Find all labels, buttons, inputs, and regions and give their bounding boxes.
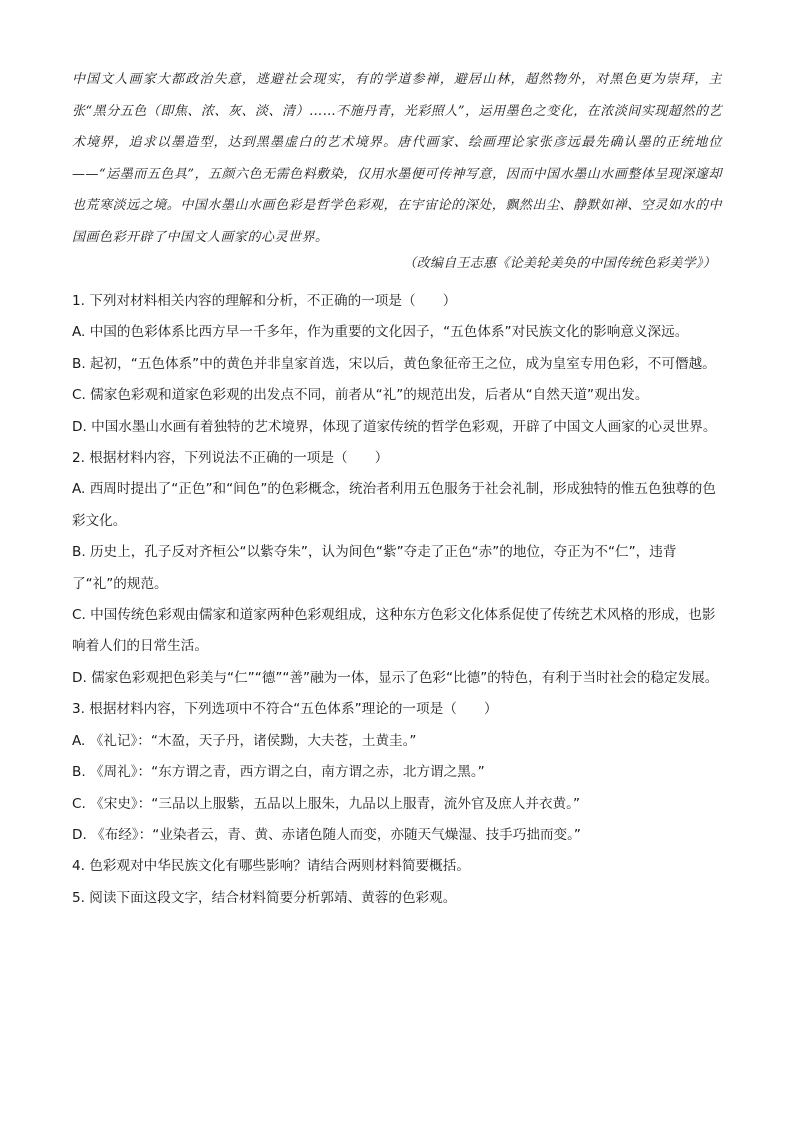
question-3-option-b: B. 《周礼》：“东方谓之青，西方谓之白，南方谓之赤，北方谓之黑。” — [72, 764, 485, 781]
question-4-stem: 4. 色彩观对中华民族文化有哪些影响？请结合两则材料简要概括。 — [72, 858, 470, 875]
question-2-option-a: A. 西周时提出了“正色”和“间色”的色彩概念，统治者利用五色服务于社会礼制，形成独特的惟五色独尊的色彩文化。 — [72, 481, 716, 529]
question-3-stem: 3. 根据材料内容，下列选项中不符合“五色体系”理论的一项是（ ） — [72, 701, 498, 718]
question-2-option-b: B. 历史上，孔子反对齐桓公“以紫夺朱”，认为间色“紫”夺走了正色“赤”的地位，夺正为不“仁”，违背了“礼”的规范。 — [72, 544, 677, 592]
question-1-option-d: D. 中国水墨山水画有着独特的艺术境界，体现了道家传统的哲学色彩观，开辟了中国文人画家的心灵世界。 — [72, 418, 717, 435]
question-2-option-c: C. 中国传统色彩观由儒家和道家两种色彩观组成，这种东方色彩文化体系促使了传统艺术风格的形成，也影响着人们的日常生活。 — [72, 607, 716, 655]
question-2-stem: 2. 根据材料内容，下列说法不正确的一项是（ ） — [72, 450, 389, 467]
question-5-stem: 5. 阅读下面这段文字，结合材料简要分析郭靖、黄蓉的色彩观。 — [72, 889, 457, 906]
question-3-option-c: C. 《宋史》：“三品以上服紫，五品以上服朱，九品以上服青，流外官及庶人并衣黄。” — [72, 795, 580, 812]
question-3-option-a: A. 《礼记》：“木盈，天子丹，诸侯黝，大夫苍，土黄圭。” — [72, 732, 417, 749]
question-1-option-b: B. 起初，“五色体系”中的黄色并非皇家首选，宋以后，黄色象征帝王之位，成为皇室专用色彩，不可僭越。 — [72, 355, 716, 372]
question-2-option-d: D. 儒家色彩观把色彩美与“仁”“德”“善”融为一体，显示了色彩“比德”的特色，有利于当时社会的稳定发展。 — [72, 669, 719, 686]
question-1-option-c: C. 儒家色彩观和道家色彩观的出发点不同，前者从“礼”的规范出发，后者从“自然天道”观出发。 — [72, 387, 649, 404]
question-3-option-d: D. 《布经》：“业染者云，青、黄、赤诸色随人而变，亦随天气燥湿、技手巧拙而变。” — [72, 826, 581, 843]
question-1-option-a: A. 中国的色彩体系比西方早一千多年，作为重要的文化因子，“五色体系”对民族文化的影响意义深远。 — [72, 324, 689, 341]
passage-source: （改编自王志惠《论美轮美奂的中国传统色彩美学》） — [403, 256, 716, 271]
passage-paragraph: 中国文人画家大都政治失意，逃避社会现实，有的学道参禅，避居山林，超然物外，对黑色更为崇拜，主张“黑分五色（即焦、浓、灰、淡、清）……不施丹青，光彩照人”，运用墨色之变化，在浓淡间实现超然的艺术境界，追求以墨造型，达到黑墨虚白的艺术境界。唐代画家、绘画理论家张彦远最先确认墨的正统地位——“运墨而五色具”，五颜六色无需色料敷染，仅用水墨便可传神写意，因而中国水墨山水画整体呈现深邃却也荒寒淡远之境。中国水墨山水画色彩是哲学色彩观，在宇宙论的深处，飘然出尘、静默如禅、空灵如水的中国画色彩开辟了中国文人画家的心灵世界。 — [72, 72, 722, 245]
question-1-stem: 1. 下列对材料相关内容的理解和分析，不正确的一项是（ ） — [72, 293, 457, 309]
question-list — [72, 286, 722, 914]
